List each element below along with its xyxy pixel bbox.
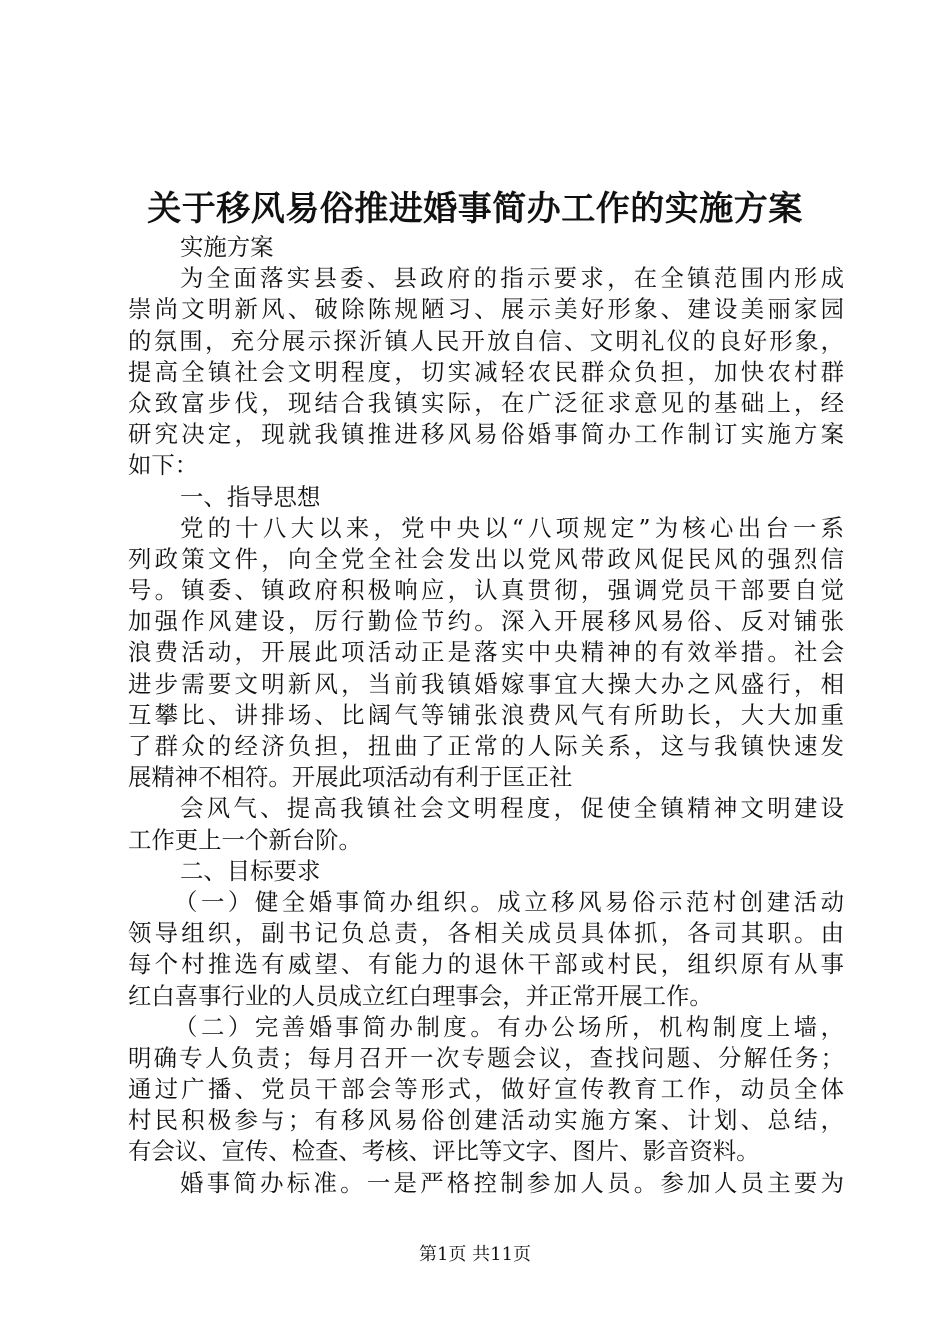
text-line: 为全面落实县委、县政府的指示要求，在全镇范围内形成 [180,264,844,293]
text-line: 号。镇委、镇政府积极响应，认真贯彻，强调党员干部要自觉 [128,576,844,605]
text-line: 工作更上一个新台阶。 [128,825,362,854]
text-line: 列政策文件，向全党全社会发出以党风带政风促民风的强烈信 [128,544,844,573]
text-line: 每个村推选有威望、有能力的退休干部或村民，组织原有从事 [128,950,844,979]
text-line: 的氛围，充分展示探沂镇人民开放自信、文明礼仪的良好形象， [128,326,844,355]
text-line: 领导组织，副书记负总责，各相关成员具体抓，各司其职。由 [128,919,844,948]
text-line: 如下： [128,451,199,480]
text-line: 提高全镇社会文明程度，切实减轻农民群众负担，加快农村群 [128,357,844,386]
text-line: 通过广播、党员干部会等形式，做好宣传教育工作，动员全体 [128,1075,844,1104]
text-line: 有会议、宣传、检查、考核、评比等文字、图片、影音资料。 [128,1137,760,1166]
text-line: 互攀比、讲排场、比阔气等铺张浪费风气有所助长，大大加重 [128,700,844,729]
section-label: 实施方案 [180,233,274,261]
text-line: 展精神不相符。开展此项活动有利于匡正社 [128,763,573,792]
text-line: 加强作风建设，厉行勤俭节约。深入开展移风易俗、反对铺张 [128,607,844,636]
text-line: 明确专人负责；每月召开一次专题会议，查找问题、分解任务； [128,1043,844,1072]
text-line: 党的十八大以来，党中央以“八项规定”为核心出台一系 [180,513,844,542]
document-body [128,232,844,1199]
text-line: （一）健全婚事简办组织。成立移风易俗示范村创建活动 [174,887,844,916]
section-heading: 一、指导思想 [180,482,321,511]
text-line: 众致富步伐，现结合我镇实际，在广泛征求意见的基础上，经 [128,388,844,417]
text-line: 进步需要文明新风，当前我镇婚嫁事宜大操大办之风盛行，相 [128,669,844,698]
text-line: 浪费活动，开展此项活动正是落实中央精神的有效举措。社会 [128,638,844,667]
text-line: 崇尚文明新风、破除陈规陋习、展示美好形象、建设美丽家园 [128,295,844,324]
text-line: 会风气、提高我镇社会文明程度，促使全镇精神文明建设 [180,794,844,823]
text-line: 村民积极参与；有移风易俗创建活动实施方案、计划、总结， [128,1106,844,1135]
text-line: 红白喜事行业的人员成立红白理事会，并正常开展工作。 [128,981,713,1010]
text-line: （二）完善婚事简办制度。有办公场所，机构制度上墙， [174,1012,844,1041]
text-line: 了群众的经济负担，扭曲了正常的人际关系，这与我镇快速发 [128,732,844,760]
page-footer: 第1页 共11页 [418,1244,532,1265]
text-line: 研究决定，现就我镇推进移风易俗婚事简办工作制订实施方案 [128,420,844,449]
text-line: 婚事简办标准。一是严格控制参加人员。参加人员主要为 [180,1168,844,1197]
section-heading: 二、目标要求 [180,856,321,885]
document-title: 关于移风易俗推进婚事简办工作的实施方案 [147,189,803,229]
